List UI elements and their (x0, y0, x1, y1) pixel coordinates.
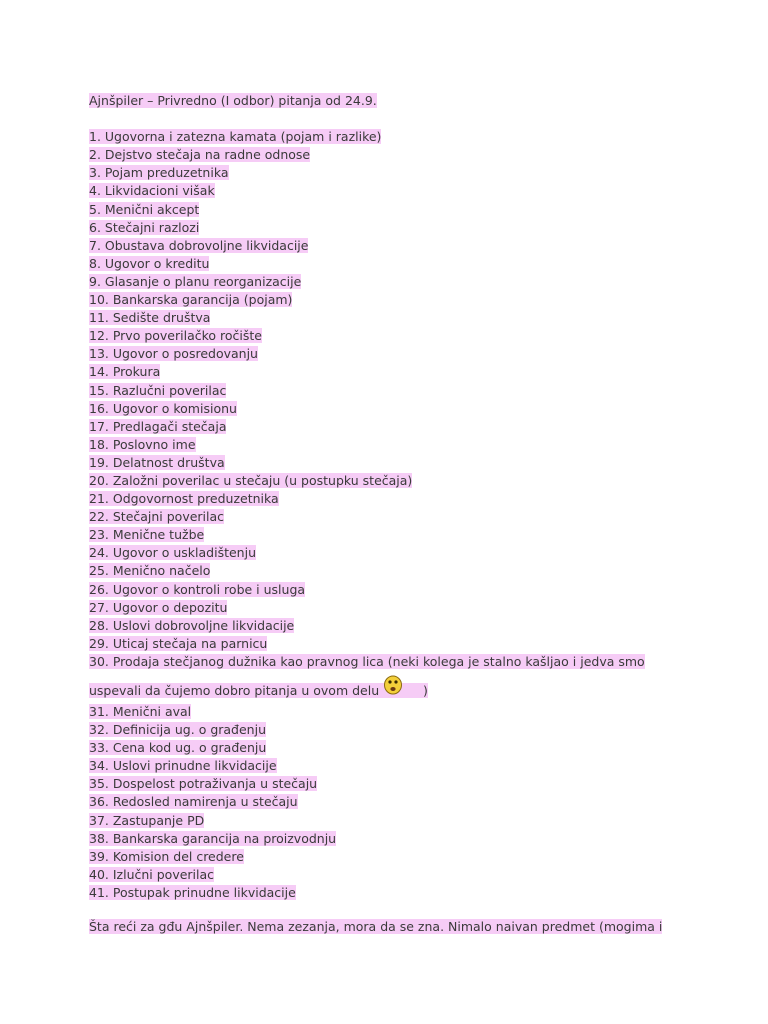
list-item (89, 128, 689, 146)
list-item-text: 28. Uslovi dobrovoljne likvidacije (89, 617, 295, 633)
list-item (89, 812, 689, 830)
document-body (89, 92, 689, 936)
list-item-text: 39. Komision del credere (89, 848, 244, 864)
list-item (89, 490, 689, 508)
list-item (89, 635, 689, 653)
list-item (89, 472, 689, 490)
list-item-text: 17. Predlagači stečaja (89, 418, 227, 434)
document-title: Ajnšpiler – Privredno (I odbor) pitanja od 24.9. (89, 93, 377, 108)
list-item-text: 36. Redosled namirenja u stečaju (89, 794, 298, 810)
list-item (89, 884, 689, 902)
list-item (89, 201, 689, 219)
question-list (89, 128, 689, 671)
list-item-text: 29. Uticaj stečaja na parnicu (89, 635, 268, 651)
list-item (89, 793, 689, 811)
list-item (89, 721, 689, 739)
list-item (89, 508, 689, 526)
list-item (89, 345, 689, 363)
list-item (89, 544, 689, 562)
list-item-text: 34. Uslovi prinudne likvidacije (89, 758, 277, 774)
list-item-text: 9. Glasanje o planu reorganizacije (89, 273, 302, 289)
list-item-text: 13. Ugovor o posredovanju (89, 346, 258, 362)
list-item (89, 273, 689, 291)
list-item (89, 830, 689, 848)
list-item (89, 581, 689, 599)
list-item (89, 327, 689, 345)
list-item-text: 14. Prokura (89, 364, 161, 380)
list-item (89, 599, 689, 617)
list-item (89, 291, 689, 309)
list-item (89, 255, 689, 273)
list-item-text: 37. Zastupanje PD (89, 812, 205, 828)
list-item (89, 309, 689, 327)
list-item (89, 454, 689, 472)
list-item (89, 382, 689, 400)
question-list-continued (89, 703, 689, 902)
list-item (89, 363, 689, 381)
list-item-text: 22. Stečajni poverilac (89, 509, 225, 525)
list-item-text: 38. Bankarska garancija na proizvodnju (89, 830, 337, 846)
list-item-text: 30. Prodaja stečjanog dužnika kao pravnog lica (neki kolega je stalno kašljao i jedva smo (89, 653, 645, 669)
list-item-text: 19. Delatnost društva (89, 454, 225, 470)
list-item-text: 26. Ugovor o kontroli robe i usluga (89, 581, 306, 597)
list-item-text: 20. Založni poverilac u stečaju (u postupku stečaja) (89, 472, 413, 488)
list-item (89, 703, 689, 721)
list-item-text: 27. Ugovor o depozitu (89, 599, 228, 615)
list-item (89, 436, 689, 454)
spacer (89, 110, 689, 128)
list-item (89, 182, 689, 200)
list-item (89, 237, 689, 255)
list-item-text: 40. Izlučni poverilac (89, 866, 215, 882)
list-item-text: 8. Ugovor o kreditu (89, 255, 210, 271)
list-item (89, 653, 689, 671)
list-item (89, 866, 689, 884)
list-item (89, 526, 689, 544)
list-item (89, 562, 689, 580)
list-item-text: 4. Likvidacioni višak (89, 183, 215, 199)
list-item (89, 418, 689, 436)
list-item (89, 739, 689, 757)
list-item-text: 33. Cena kod ug. o građenju (89, 740, 267, 756)
list-item-text: 35. Dospelost potraživanja u stečaju (89, 776, 318, 792)
list-item-text: 23. Menične tužbe (89, 527, 205, 543)
closing-paragraph: Šta reći za gđu Ajnšpiler. Nema zezanja, mora da se zna. Nimalo naivan predmet (mogima i (89, 919, 663, 935)
list-item-text: 7. Obustava dobrovoljne likvidacije (89, 237, 309, 253)
list-item-text: 15. Razlučni poverilac (89, 382, 227, 398)
list-item-text: 25. Menično načelo (89, 563, 211, 579)
list-item-text: 32. Definicija ug. o građenju (89, 722, 266, 738)
list-item (89, 757, 689, 775)
list-item-text: 5. Menični akcept (89, 201, 200, 217)
list-item-text: 12. Prvo poverilačko ročište (89, 328, 262, 344)
list-item-text: 21. Odgovornost preduzetnika (89, 491, 279, 507)
list-item-text: 3. Pojam preduzetnika (89, 165, 229, 181)
list-item-30-continuation: uspevali da čujemo dobro pitanja u ovom delu ) (89, 679, 689, 703)
worried-smiley-icon (383, 679, 403, 699)
list-item (89, 775, 689, 793)
list-item-text: 18. Poslovno ime (89, 436, 196, 452)
list-item-text: 16. Ugovor o komisionu (89, 400, 237, 416)
list-item (89, 400, 689, 418)
list-item (89, 617, 689, 635)
list-item (89, 164, 689, 182)
list-item-text: 31. Menični aval (89, 704, 192, 719)
list-item-text: 11. Sedište društva (89, 310, 211, 326)
list-item-text: 10. Bankarska garancija (pojam) (89, 292, 293, 308)
list-item (89, 219, 689, 237)
list-item-text: 6. Stečajni razlozi (89, 219, 200, 235)
list-item-text: 41. Postupak prinudne likvidacije (89, 884, 296, 900)
list-item-text: 1. Ugovorna i zatezna kamata (pojam i razlike) (89, 129, 382, 145)
list-item-text: 24. Ugovor o uskladištenju (89, 545, 256, 561)
list-item (89, 848, 689, 866)
list-item (89, 146, 689, 164)
list-item-text: 2. Dejstvo stečaja na radne odnose (89, 147, 311, 163)
